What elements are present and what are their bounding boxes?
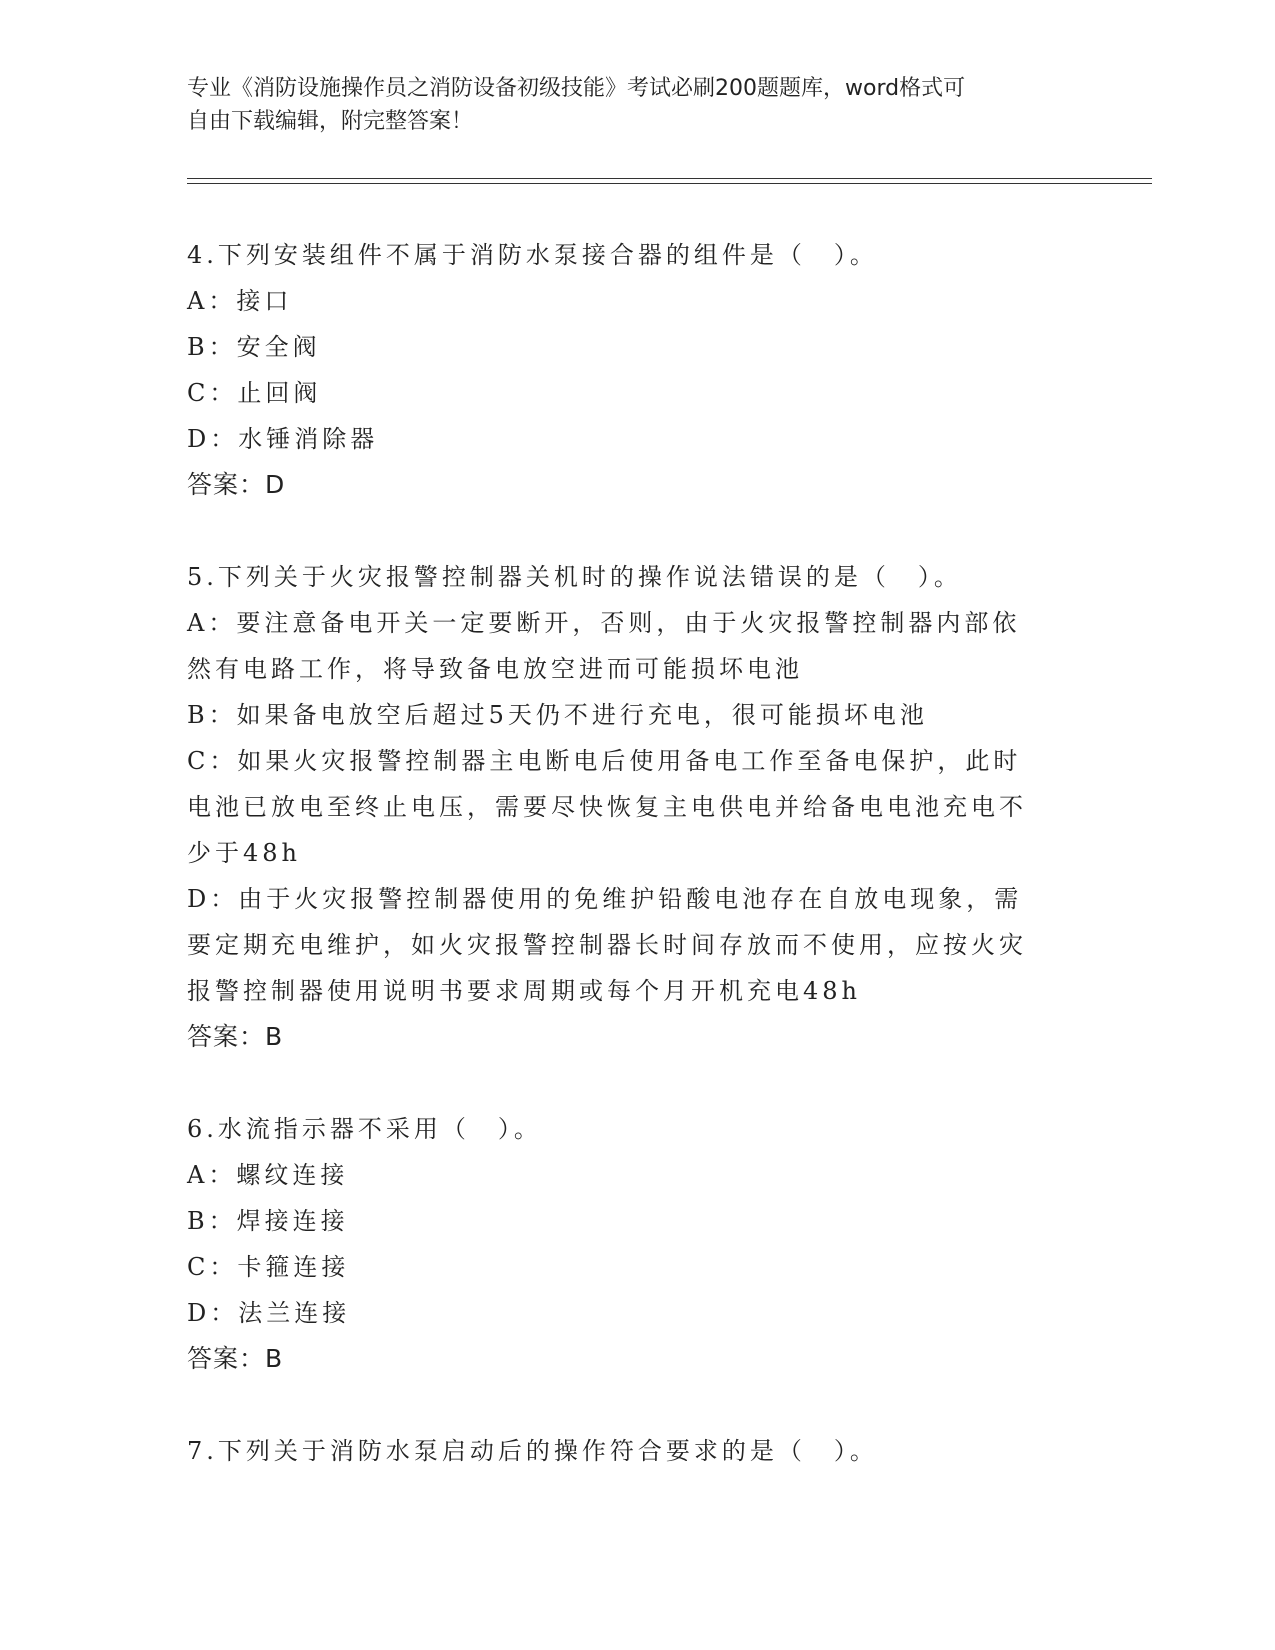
option-c: C：止回阀 bbox=[187, 379, 322, 407]
option-a: A：要注意备电开关一定要断开，否则，由于火灾报警控制器内部依然有电路工作，将导致备电放空进而可能损坏电池 bbox=[187, 609, 1021, 683]
option-b: B：安全阀 bbox=[187, 333, 321, 361]
answer: 答案：D bbox=[187, 470, 286, 499]
option-d: D：法兰连接 bbox=[187, 1299, 351, 1327]
option-a: A：螺纹连接 bbox=[187, 1161, 349, 1189]
option-b: B：如果备电放空后超过5天仍不进行充电，很可能损坏电池 bbox=[187, 701, 928, 729]
question-6 bbox=[187, 1106, 1087, 1382]
question-stem: 6.水流指示器不采用（ ）。 bbox=[187, 1115, 542, 1143]
question-list bbox=[187, 232, 1087, 1474]
header-line-2: 自由下载编辑，附完整答案！ bbox=[187, 109, 474, 134]
option-d: D：由于火灾报警控制器使用的免维护铅酸电池存在自放电现象，需要定期充电维护，如火灾报警控制器长时间存放而不使用，应按火灾报警控制器使用说明书要求周期或每个月开机充电48h bbox=[187, 885, 1027, 1005]
answer: 答案：B bbox=[187, 1344, 284, 1373]
question-stem: 4.下列安装组件不属于消防水泵接合器的组件是（ ）。 bbox=[187, 241, 878, 269]
option-c: C：如果火灾报警控制器主电断电后使用备电工作至备电保护，此时电池已放电至终止电压，需要尽快恢复主电供电并给备电电池充电不少于48h bbox=[187, 747, 1027, 867]
header-divider-top bbox=[187, 178, 1152, 179]
header-line-1: 专业《消防设施操作员之消防设备初级技能》考试必刷200题题库，word格式可 bbox=[187, 76, 966, 101]
option-d: D：水锤消除器 bbox=[187, 425, 379, 453]
question-stem: 7.下列关于消防水泵启动后的操作符合要求的是（ ）。 bbox=[187, 1437, 878, 1465]
document-header bbox=[187, 72, 1067, 138]
question-5 bbox=[187, 554, 1087, 1060]
header-divider-bottom bbox=[187, 183, 1152, 184]
option-c: C：卡箍连接 bbox=[187, 1253, 350, 1281]
option-b: B：焊接连接 bbox=[187, 1207, 349, 1235]
answer: 答案：B bbox=[187, 1022, 284, 1051]
question-stem: 5.下列关于火灾报警控制器关机时的操作说法错误的是（ ）。 bbox=[187, 563, 962, 591]
option-a: A：接口 bbox=[187, 287, 293, 315]
question-4 bbox=[187, 232, 1087, 508]
question-7 bbox=[187, 1428, 1087, 1474]
